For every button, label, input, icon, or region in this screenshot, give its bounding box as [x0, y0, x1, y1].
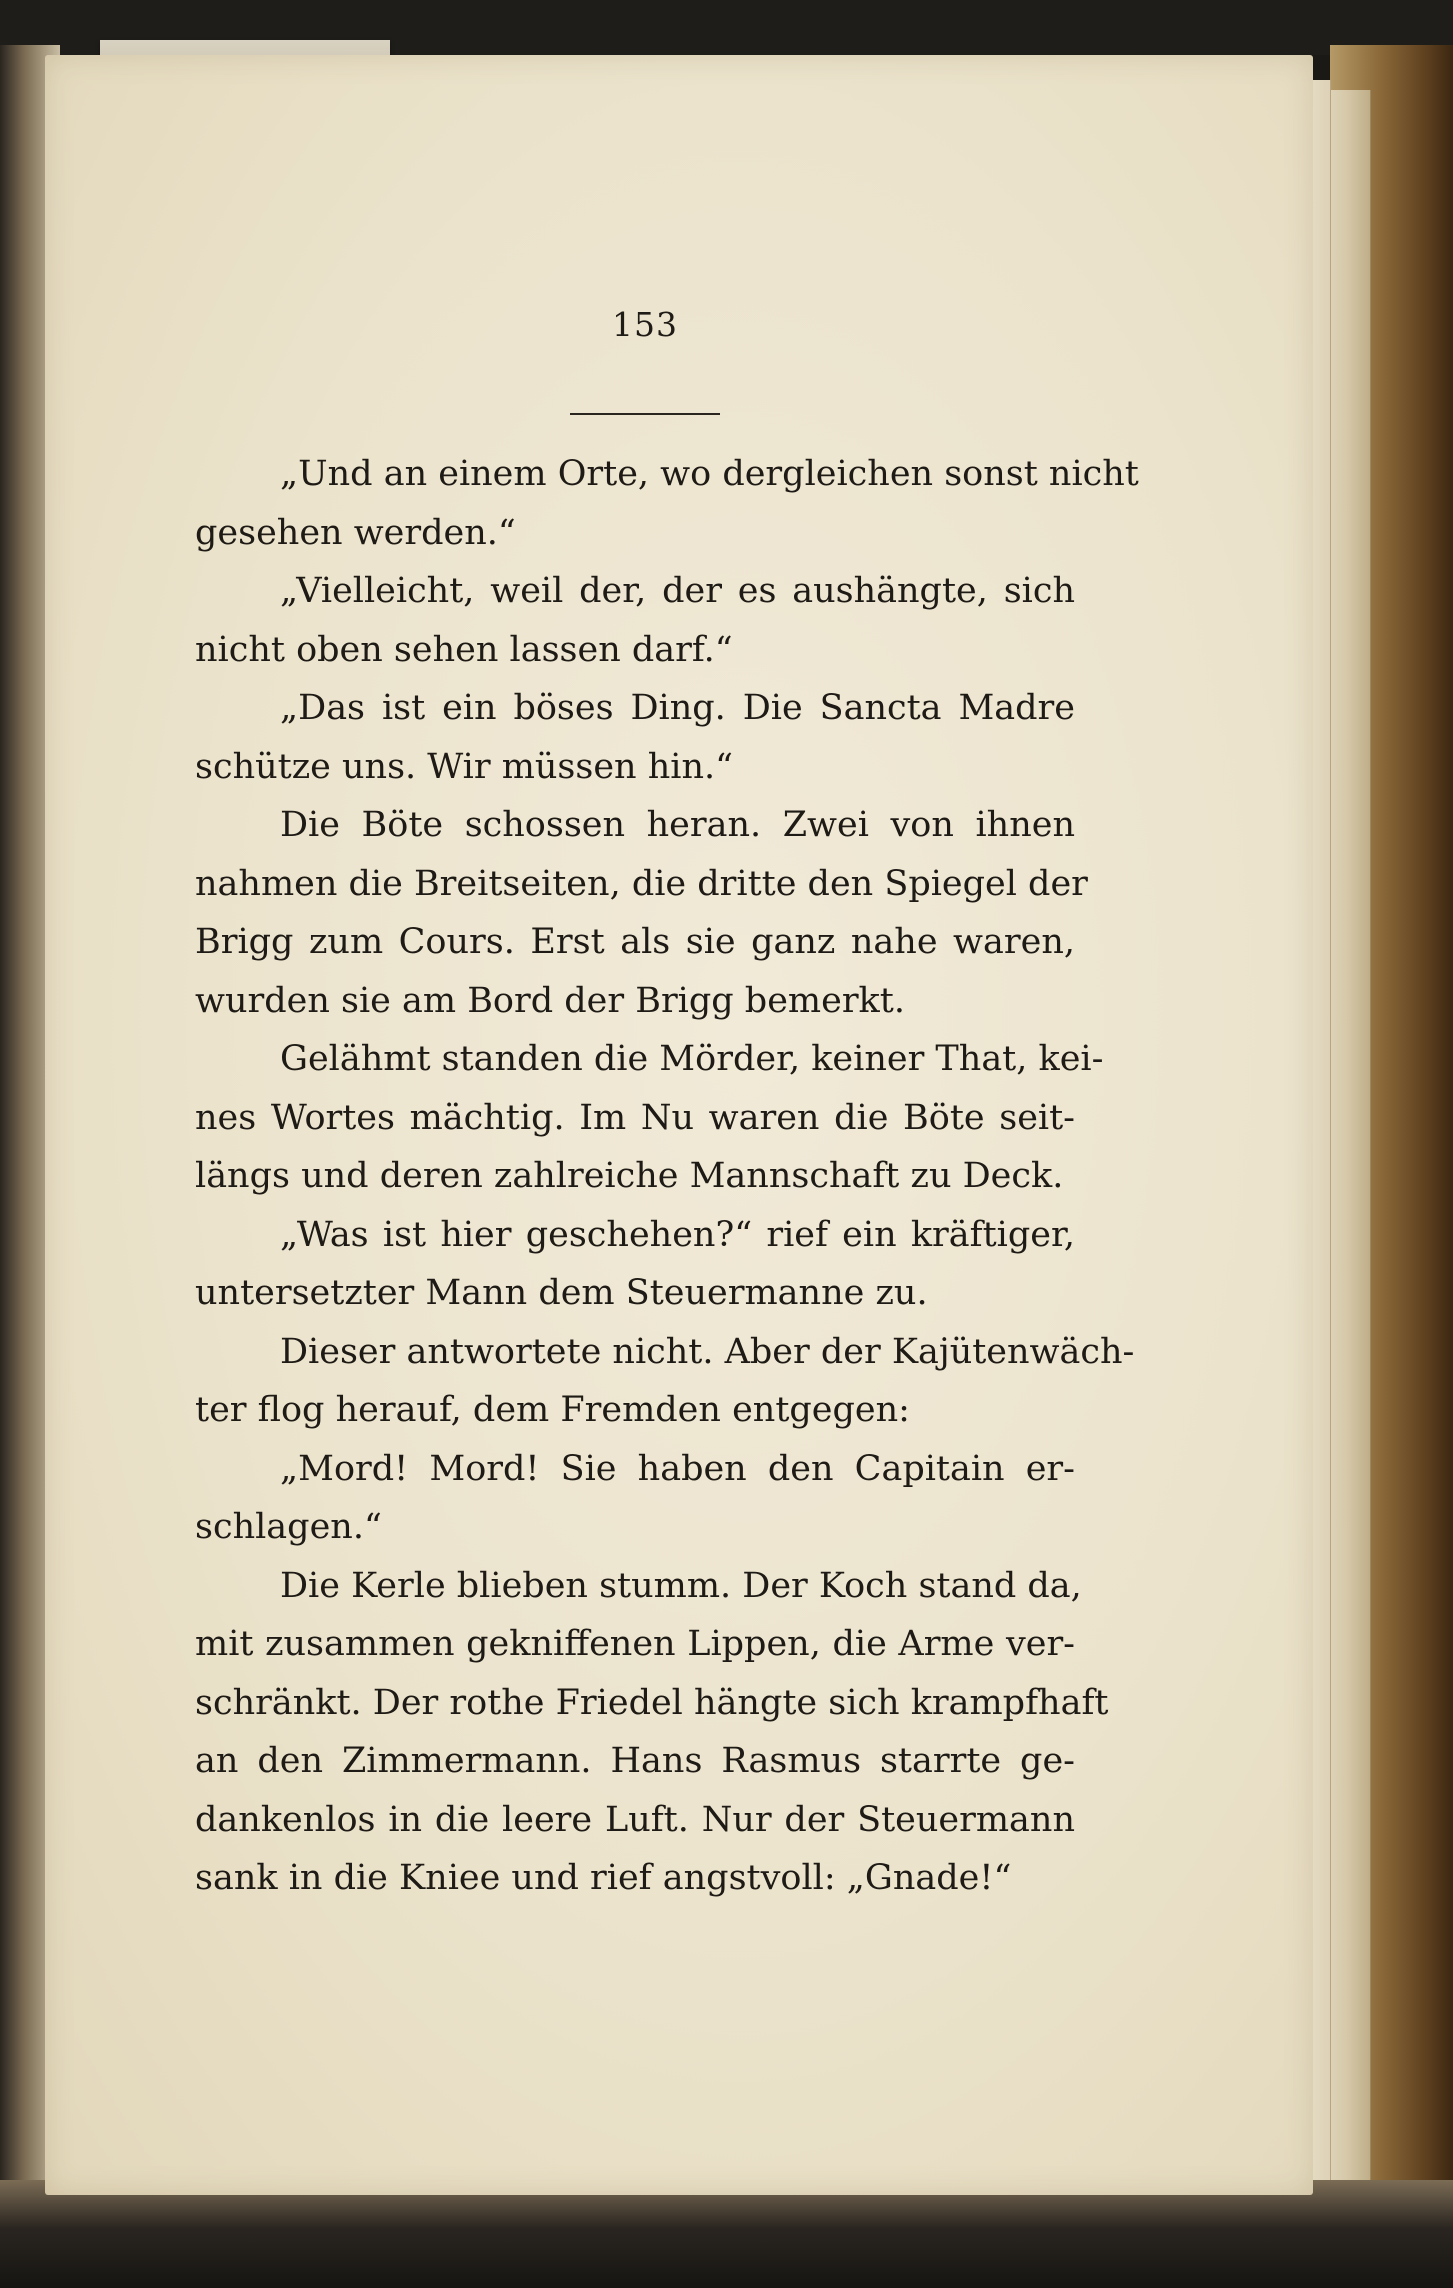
text-line: Brigg zum Cours. Erst als sie ganz nahe waren, — [195, 922, 1075, 962]
text-line: nicht oben sehen lassen darf.“ — [195, 629, 733, 670]
text-line: wurden sie am Bord der Brigg bemerkt. — [195, 980, 905, 1021]
text-line: „Das ist ein böses Ding. Die Sancta Madre — [280, 688, 1075, 728]
text-line: gesehen werden.“ — [195, 512, 516, 553]
body-text — [195, 445, 1139, 1908]
page-number-rule — [570, 413, 720, 415]
text-line: Gelähmt standen die Mörder, keiner That, kei- — [280, 1039, 1104, 1079]
text-line: Die Kerle blieben stumm. Der Koch stand da, — [280, 1565, 1082, 1606]
text-line: „Was ist hier geschehen?“ rief ein kräftiger, — [280, 1214, 1075, 1255]
text-line: Dieser antwortete nicht. Aber der Kajütenwäch- — [280, 1331, 1135, 1372]
text-line: „Und an einem Orte, wo dergleichen sonst nicht — [280, 454, 1139, 494]
text-line: „Vielleicht, weil der, der es aushängte, sich — [280, 571, 1075, 611]
text-line: dankenlos in die leere Luft. Nur der Steuermann — [195, 1799, 1075, 1840]
page-number: 153 — [612, 305, 678, 344]
text-line: Die Böte schossen heran. Zwei von ihnen — [280, 805, 1075, 845]
text-line: ter flog herauf, dem Fremden entgegen: — [195, 1390, 910, 1430]
text-line: schränkt. Der rothe Friedel hängte sich krampfhaft — [195, 1682, 1109, 1723]
text-line: mit zusammen gekniffenen Lippen, die Arme ver- — [195, 1624, 1075, 1664]
text-line: an den Zimmermann. Hans Rasmus starrte ge- — [195, 1741, 1075, 1781]
text-line: nahmen die Breitseiten, die dritte den Spiegel der — [195, 863, 1088, 904]
text-line: längs und deren zahlreiche Mannschaft zu Deck. — [195, 1156, 1064, 1196]
text-line: schütze uns. Wir müssen hin.“ — [195, 746, 734, 787]
text-line: nes Wortes mächtig. Im Nu waren die Böte seit- — [195, 1097, 1075, 1138]
text-line: sank in die Kniee und rief angstvoll: „Gnade!“ — [195, 1858, 1012, 1898]
text-line: „Mord! Mord! Sie haben den Capitain er- — [280, 1448, 1075, 1489]
scan-background-bottom — [0, 2180, 1453, 2288]
book-page — [45, 55, 1313, 2195]
text-line: schlagen.“ — [195, 1507, 382, 1547]
text-line: untersetzter Mann dem Steuermanne zu. — [195, 1273, 928, 1313]
